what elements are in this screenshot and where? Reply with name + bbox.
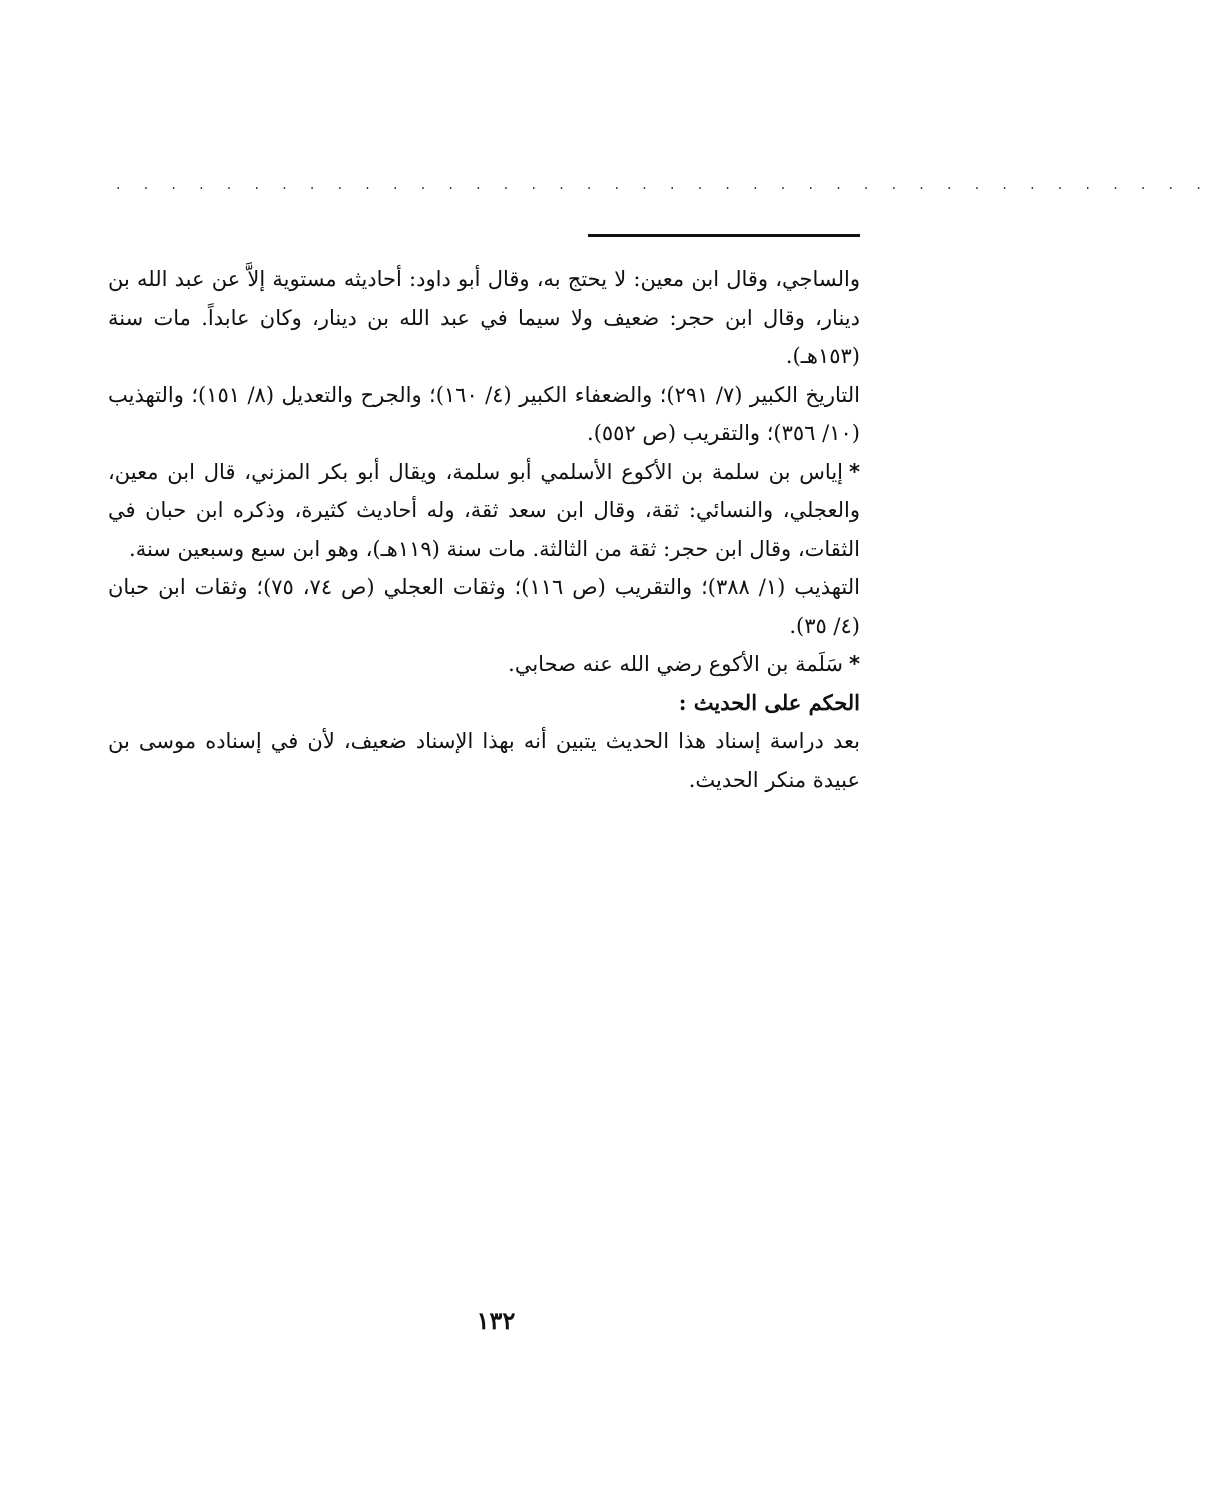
section-heading: الحكم على الحديث : [678,689,860,715]
paragraph-1-text: والساجي، وقال ابن معين: لا يحتج به، وقال أبو داود: أحاديثه مستوية إلاَّ عن عبد الله بن دينار، وقال ابن حجر: ضعيف ولا سيما في عبد الله بن دينار، وكان عابداً. مات سنة (١٥٣هـ). [108,267,860,368]
footnote-rule [588,234,860,237]
dotted-separator: . . . . . . . . . . . . . . . . . . . . . . . . . . . . . . . . . . . . . . . . [116,177,1210,193]
paragraph-5-text: سَلَمة بن الأكوع رضي الله عنه صحابي. [508,652,844,676]
conclusion-paragraph: بعد دراسة إسناد هذا الحديث يتبين أنه بهذا الإسناد ضعيف، لأن في إسناده موسى بن عبيدة منكر الحديث. [108,729,860,792]
paragraph-2-text: التاريخ الكبير (٧/ ٢٩١)؛ والضعفاء الكبير (٤/ ١٦٠)؛ والجرح والتعديل (٨/ ١٥١)؛ والتهذيب (١٠/ ٣٥٦)؛ والتقريب (ص ٥٥٢). [108,382,860,445]
asterisk-icon: * [849,459,860,484]
paragraph-5-narrator-salama [108,645,860,684]
paragraph-3-text: إياس بن سلمة بن الأكوع الأسلمي أبو سلمة، ويقال أبو بكر المزني، قال ابن معين، والعجلي، والنسائي: ثقة، وقال ابن سعد ثقة، وله أحاديث كثيرة، وذكره ابن حبان في الثقات، وقال ابن حجر: ثقة من الثالثة. مات سنة (١١٩هـ)، وهو ابن سبع وسبعين سنة. [108,459,860,561]
paragraph-3-narrator-iyas [108,453,860,569]
page-body [108,260,860,799]
paragraph-4-text: التهذيب (١/ ٣٨٨)؛ والتقريب (ص ١١٦)؛ وثقات العجلي (ص ٧٤، ٧٥)؛ وثقات ابن حبان (٤/ ٣٥). [108,575,860,638]
asterisk-icon: * [849,652,860,676]
page-number: ١٣٢ [476,1306,516,1335]
paragraph-4-references [108,568,860,645]
paragraph-2-references [108,376,860,453]
paragraph-1 [108,260,860,376]
